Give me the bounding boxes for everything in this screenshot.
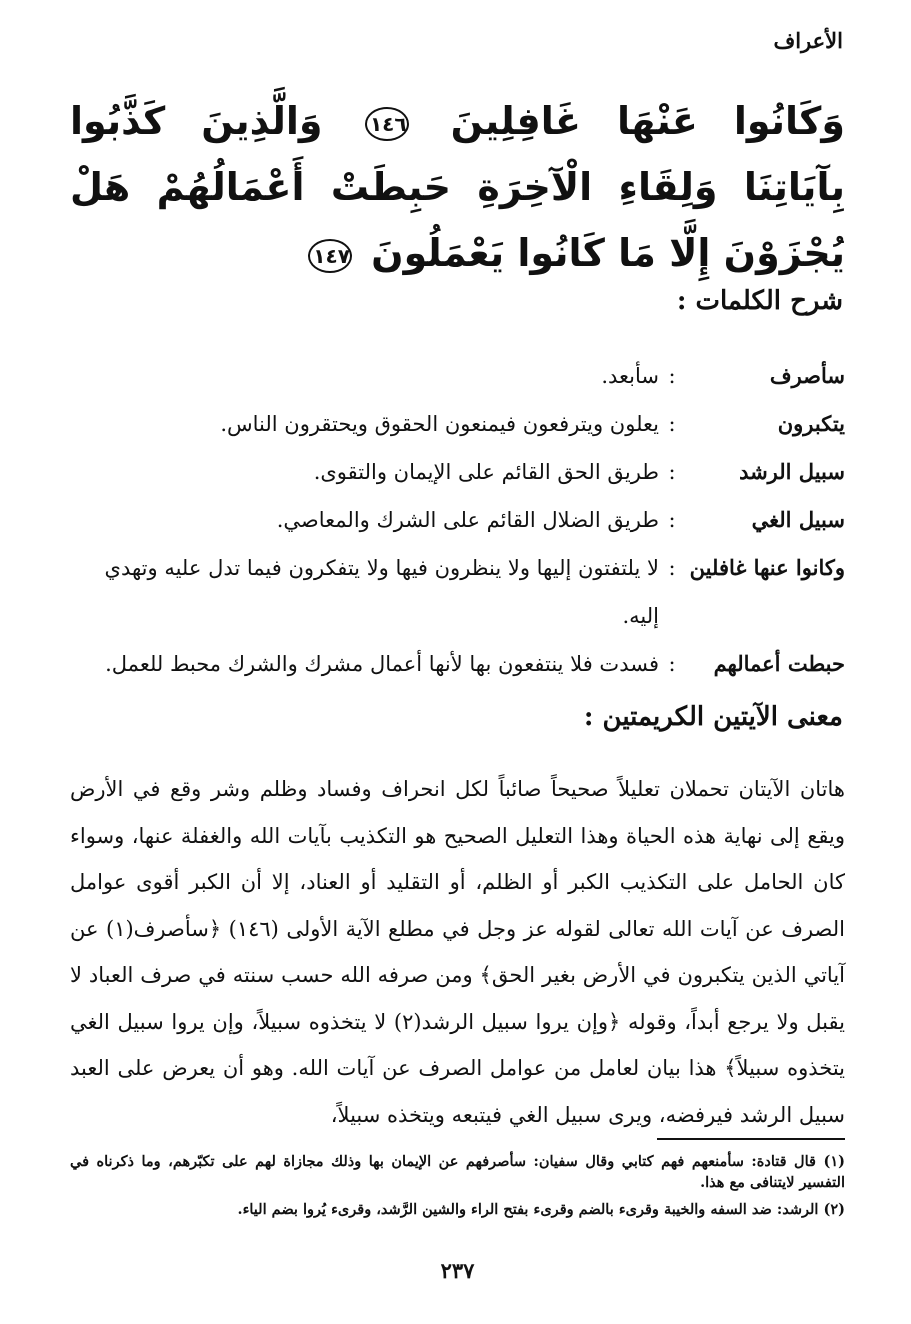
meaning-paragraph: هاتان الآيتان تحملان تعليلاً صحيحاً صائباً لكل انحراف وفساد وظلم وشر وقع في الأرض ويقع إلى نهاية هذه الحياة وهذا التعليل الصحيح هو التكذيب بآيات الله والغفلة عنها، وسواء كان الحامل على التكذيب الكبر أو الظلم، أو التقليد أو العناد، إلا أن الكبر أقوى عوامل الصرف عن آيات الله تعالى لقوله عز وجل في مطلع الآية الأولى (١٤٦) ﴿سأصرف(١) عن آياتي الذين يتكبرون في الأرض بغير الحق﴾ ومن صرفه الله حسب سنته في صرف العباد لا يقبل ولا يرجع أبداً، وقوله ﴿وإن يروا سبيل الرشد(٢) لا يتخذوه سبيلاً، وإن يروا سبيل الغي يتخذوه سبيلاً﴾ هذا بيان لعامل من عوامل الصرف عن آيات الله. وهو أن يعرض على العبد سبيل الرشد فيرفضه، ويرى سبيل الغي فيتبعه ويتخذه سبيلاً، (70, 777, 845, 1127)
glossary-term: حبطت أعمالهم (713, 651, 845, 676)
footnote-1: (١) قال قتادة: سأمنعهم فهم كتابي وقال سفيان: سأصرفهم عن الإيمان بها وذلك مجازاة لهم على تكبّرهم، وما ذكرناه في التفسير لايتنافى مع هذا. (70, 1153, 845, 1191)
glossary-row (70, 496, 845, 544)
verse-number-147: ١٤٧ (308, 239, 352, 273)
glossary-term: يتكبرون (777, 411, 845, 436)
verse-number-146: ١٤٦ (365, 107, 409, 141)
glossary-term: سأصرف (769, 363, 845, 388)
sura-header: الأعراف (773, 28, 843, 53)
footnotes (70, 1151, 845, 1220)
glossary-definition: يعلون ويترفعون فيمنعون الحقوق ويحتقرون الناس. (220, 412, 659, 436)
glossary-list (70, 352, 845, 688)
quran-verses (70, 88, 845, 286)
glossary-row (70, 640, 845, 688)
glossary-definition: سأبعد. (601, 364, 659, 388)
footnote-divider (657, 1138, 845, 1140)
glossary-definition: طريق الحق القائم على الإيمان والتقوى. (313, 460, 659, 484)
glossary-term: وكانوا عنها غافلين (689, 555, 845, 580)
glossary-colon: : (668, 412, 676, 436)
glossary-colon: : (668, 460, 676, 484)
glossary-row (70, 400, 845, 448)
verse-text-2: وَالَّذِينَ كَذَّبُوا بِآيَاتِنَا وَلِقَاءِ الْآخِرَةِ حَبِطَتْ أَعْمَالُهُمْ هَلْ يُجْزَوْنَ إِلَّا مَا كَانُوا يَعْمَلُونَ (70, 99, 845, 275)
footnote-2: (٢) الرشد: ضد السفه والخيبة وقرىء بالضم وقرىء بفتح الراء والشين الرَّشد، وقرىء يُروا بضم الياء. (237, 1201, 845, 1218)
glossary-title: شرح الكلمات : (676, 286, 843, 316)
verse-text-1: وَكَانُوا عَنْهَا غَافِلِينَ (450, 99, 845, 143)
glossary-colon: : (668, 364, 676, 388)
glossary-definition: فسدت فلا ينتفعون بها لأنها أعمال مشرك والشرك محبط للعمل. (105, 652, 659, 676)
glossary-row (70, 544, 845, 640)
meaning-title: معنى الآيتين الكريمتين : (583, 702, 843, 732)
glossary-definition: لا يلتفتون إليها ولا ينظرون فيها ولا يتفكرون فيما تدل عليه وتهدي إليه. (104, 556, 659, 628)
glossary-definition: طريق الضلال القائم على الشرك والمعاصي. (276, 508, 659, 532)
glossary-row (70, 352, 845, 400)
glossary-colon: : (668, 556, 676, 580)
glossary-term: سبيل الرشد (739, 459, 845, 484)
page-number: ٢٣٧ (440, 1258, 475, 1283)
glossary-colon: : (668, 508, 676, 532)
glossary-colon: : (668, 652, 676, 676)
glossary-term: سبيل الغي (751, 507, 845, 532)
book-page (70, 28, 845, 1308)
glossary-row (70, 448, 845, 496)
